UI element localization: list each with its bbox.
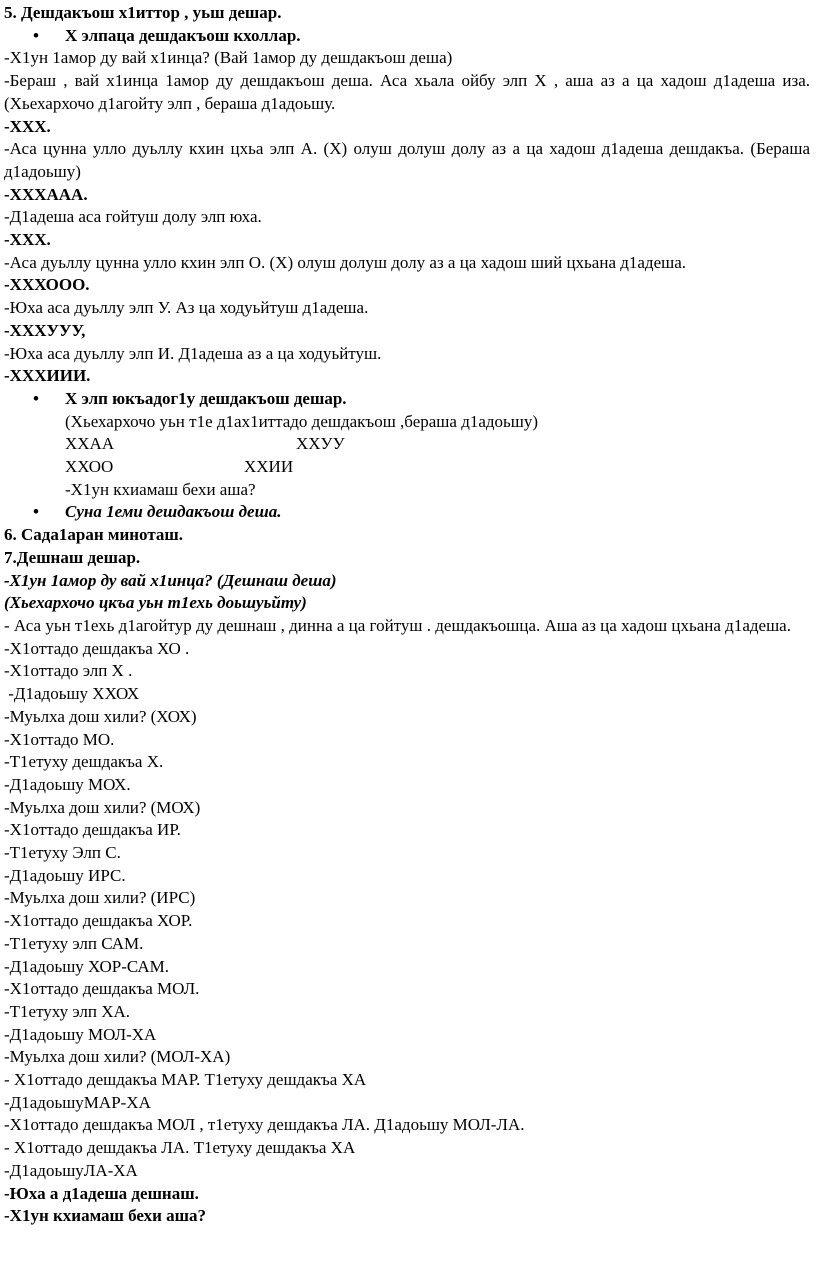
bullet-item-label: Суна 1еми дешдакъош деша. (65, 502, 282, 522)
bullet-item-label: Х элпаца дешдакъош кхоллар. (65, 25, 301, 45)
word-step: -Д1адоьшу ИРС. (4, 865, 126, 885)
text-paragraph: -Аса цунна улло дуьллу кхин цхьа элп А. (Х) олуш долуш долу аз а ца хадош д1адеша дешдакъа. (Бераша д1адоьшу) (4, 139, 815, 181)
word-step: - Х1оттадо дешдакъа МАР. Т1етуху дешдакъа ХА (4, 1070, 367, 1090)
bullet-icon: • (33, 25, 39, 45)
syllable-pair-row (4, 433, 810, 456)
word-step: -Х1оттадо дешдакъа ИР. (4, 820, 181, 840)
word-step: -Д1адоьшу МОЛ-ХА (4, 1024, 157, 1044)
word-step: -Т1етуху элп САМ. (4, 933, 144, 953)
section-6-heading: 6. Сада1аран миноташ. (4, 525, 183, 545)
section-7-question: -Х1ун 1амор ду вай х1инца? (Дешнаш деша) (4, 570, 337, 590)
bullet-item-favorite (4, 501, 810, 524)
word-step: -Д1адоьшу МОХ. (4, 774, 131, 794)
word-step: -Х1оттадо дешдакъа МОЛ , т1етуху дешдакъа ЛА. Д1адоьшу МОЛ-ЛА. (4, 1115, 525, 1135)
closing-line: -Юха а д1адеша дешнаш. (4, 1183, 199, 1203)
syllable-line: -ХХХААА. (4, 184, 88, 204)
syllable-line: -ХХХООО. (4, 275, 90, 295)
syllable-line: -ХХХИИИ. (4, 366, 91, 386)
section-7-note: (Хьехархочо цкъа уьн т1ехь доьшуьйту) (4, 593, 307, 613)
word-step: -Муьлха дош хили? (ИРС) (4, 888, 196, 908)
syllable-cell: ХХАА (65, 434, 115, 454)
syllable-line: -ХХХ. (4, 230, 51, 250)
word-step: -Д1адоьшуМАР-ХА (4, 1092, 151, 1112)
syllable-line: -ХХХУУУ, (4, 320, 86, 340)
word-step: -Д1адоьшу ХОР-САМ. (4, 956, 169, 976)
word-step: -Х1оттадо дешдакъа МОЛ. (4, 979, 200, 999)
text-line: -Д1адеша аса гойтуш долу элп юха. (4, 207, 262, 227)
closing-line: -Х1ун кхиамаш бехи аша? (4, 1206, 207, 1226)
bullet-item-reading (4, 388, 810, 411)
word-step: -Х1оттадо дешдакъа ХО . (4, 638, 190, 658)
word-step: -Х1оттадо МО. (4, 729, 115, 749)
syllable-line: -ХХХ. (4, 116, 51, 136)
bullet-icon: • (33, 502, 39, 522)
bullet-icon: • (33, 388, 39, 408)
syllable-cell: ХХИИ (244, 457, 294, 477)
word-step: -Т1етуху дешдакъа Х. (4, 752, 164, 772)
word-step: -Д1адоьшуЛА-ХА (4, 1160, 138, 1180)
text-line: -Х1ун кхиамаш бехи аша? (65, 479, 256, 499)
bullet-item-label: Х элп юкъадог1у дешдакъош дешар. (65, 388, 347, 408)
word-step: -Муьлха дош хили? (ХОХ) (4, 706, 197, 726)
text-paragraph: -Аса дуьллу цунна улло кхин элп О. (Х) олуш долуш долу аз а ца хадош ший цхьана д1адеша. (4, 252, 687, 272)
word-step: -Т1етуху элп ХА. (4, 1001, 131, 1021)
text-line: -Юха аса дуьллу элп У. Аз ца ходуьйтуш д1адеша. (4, 298, 369, 318)
word-step: -Х1оттадо элп Х . (4, 661, 133, 681)
text-paragraph: - Аса уьн т1ехь д1агойтур ду дешнаш , динна а ца гойтуш . дешдакъошца. Аша аз ца хадош цхьана д1адеша. (4, 615, 791, 635)
text-paragraph: -Бераш , вай х1инца 1амор ду дешдакъош деша. Аса хьала ойбу элп Х , аша аз а ца хадош д1адеша иза. (Хьехархочо д1агойту элп , бераша д1адоьшу. (4, 71, 815, 113)
syllable-pair-row (4, 456, 810, 479)
syllable-cell: ХХОО (65, 457, 114, 477)
bullet-item-syllables (4, 25, 810, 48)
word-step: - Х1оттадо дешдакъа ЛА. Т1етуху дешдакъа ХА (4, 1138, 356, 1158)
section-7-heading: 7.Дешнаш дешар. (4, 547, 141, 567)
word-step: -Х1оттадо дешдакъа ХОР. (4, 911, 193, 931)
syllable-cell: ХХУУ (296, 434, 345, 454)
text-line: -Х1ун 1амор ду вай х1инца? (Вай 1амор ду дешдакъош деша) (4, 48, 453, 68)
teacher-note: (Хьехархочо уьн т1е д1ах1иттадо дешдакъош ,бераша д1адоьшу) (65, 411, 539, 431)
word-step: -Муьлха дош хили? (МОЛ-ХА) (4, 1047, 231, 1067)
text-line: -Юха аса дуьллу элп И. Д1адеша аз а ца ходуьйтуш. (4, 343, 382, 363)
word-step: -Муьлха дош хили? (МОХ) (4, 797, 201, 817)
section-5-heading: 5. Дешдакъош х1иттор , уьш дешар. (4, 3, 282, 22)
word-step: -Т1етуху Элп С. (4, 843, 121, 863)
word-step: -Д1адоьшу ХХОХ (4, 684, 140, 704)
